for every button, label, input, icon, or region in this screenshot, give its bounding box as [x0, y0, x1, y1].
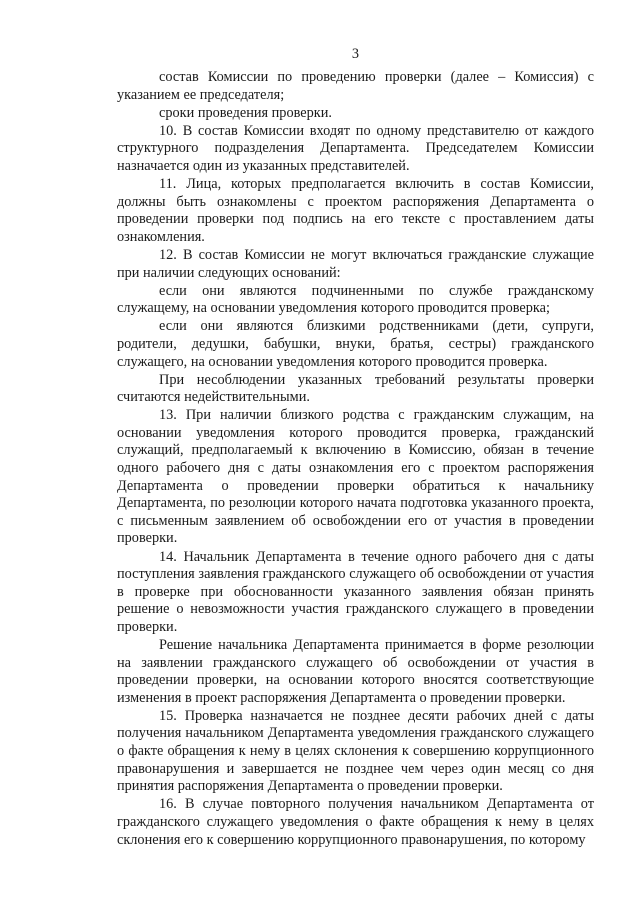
document-body [117, 69, 594, 849]
paragraph-item-14: 14. Начальник Департамента в течение одного рабочего дня с даты поступления заявления гражданского служащего об освобождении от участия в проверке при обоснованности указанного заявления обязан принять решение о невозможности участия гражданского служащего в проведении проверки. [117, 548, 594, 635]
paragraph-commission-composition: состав Комиссии по проведению проверки (далее – Комиссия) с указанием ее председателя; [117, 69, 594, 103]
paragraph-item-12: 12. В состав Комиссии не могут включаться гражданские служащие при наличии следующих оснований: [117, 246, 594, 281]
paragraph-check-terms: сроки проведения проверки. [159, 104, 332, 121]
paragraph-item-12-subordinates: если они являются подчиненными по службе гражданскому служащему, на основании уведомления которого проводится проверка; [117, 282, 594, 317]
paragraph-item-15: 15. Проверка назначается не позднее десяти рабочих дней с даты получения начальником Департамента уведомления гражданского служащего о факте обращения к нему в целях склонения к совершению коррупционного правонарушения и завершается не позднее чем через один месяц со дня принятия распоряжения Департамента о проведении проверки. [117, 707, 594, 795]
paragraph-item-13: 13. При наличии близкого родства с гражданским служащим, на основании уведомления которого проводится проверка, гражданский служащий, предполагаемый к включению в Комиссию, обязан в течение одного рабочего дня с даты ознакомления его с проектом распоряжения Департамента о проведении проверки обратиться к начальнику Департамента, по резолюции которого начата подготовка указанного проекта, с письменным заявлением об освобождении его от участия в проведении проверки. [117, 407, 594, 547]
paragraph-item-10: 10. В состав Комиссии входят по одному представителю от каждого структурного подразделения Департамента. Председателем Комиссии назначается один из указанных представителей. [117, 122, 594, 174]
paragraph-item-12-invalidity: При несоблюдении указанных требований результаты проверки считаются недействительными. [117, 371, 594, 406]
paragraph-item-12-relatives: если они являются близкими родственниками (дети, супруги, родители, дедушки, бабушки, внуки, братья, сестры) гражданского служащего, на основании уведомления которого проводится проверка. [117, 318, 594, 370]
paragraph-item-14-resolution: Решение начальника Департамента принимается в форме резолюции на заявлении гражданского служащего об освобождении от участия в проведении проверки, на основании которого вносятся соответствующие изменения в проект распоряжения Департамента о проведении проверки. [117, 637, 594, 706]
paragraph-item-11: 11. Лица, которых предполагается включить в состав Комиссии, должны быть ознакомлены с проектом распоряжения Департамента о проведении проверки под подпись на его тексте с проставлением даты ознакомления. [117, 176, 594, 245]
paragraph-item-16: 16. В случае повторного получения начальником Департамента от гражданского служащего уведомления о факте обращения к нему в целях склонения его к совершению коррупционного правонарушения, по которому [117, 796, 594, 848]
page-number: 3 [351, 46, 360, 62]
